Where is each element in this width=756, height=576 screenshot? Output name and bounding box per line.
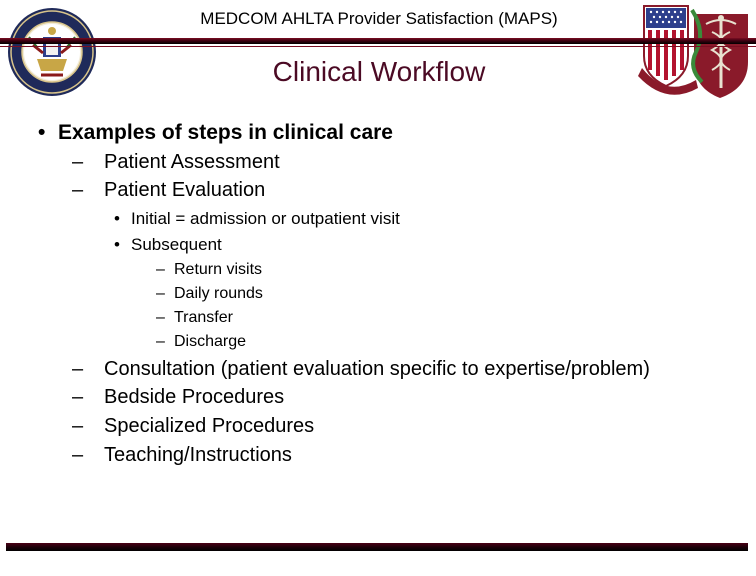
- list-item-text: Transfer: [174, 309, 233, 326]
- dash-mark: –: [156, 261, 165, 278]
- list-item: [156, 309, 233, 327]
- list-item: [156, 261, 262, 279]
- list-item-text: Patient Assessment: [104, 151, 280, 173]
- dash-mark: –: [72, 386, 84, 408]
- list-item-text: Daily rounds: [174, 285, 263, 302]
- bullet-main: [38, 121, 393, 145]
- header-title: MEDCOM AHLTA Provider Satisfaction (MAPS): [200, 9, 558, 28]
- header-rule: [0, 38, 756, 44]
- list-item: [114, 235, 222, 255]
- dash-mark: –: [156, 309, 165, 326]
- list-item-text: Bedside Procedures: [104, 386, 285, 408]
- list-item: [156, 285, 263, 303]
- bullet-mark: •: [38, 121, 46, 144]
- list-item-text: Initial = admission or outpatient visit: [131, 209, 400, 228]
- dash-mark: –: [72, 179, 84, 201]
- footer-rule: [6, 543, 748, 551]
- list-item: [72, 151, 280, 174]
- list-item: [114, 209, 400, 229]
- list-item: [72, 415, 314, 438]
- list-item-text: Patient Evaluation: [104, 179, 266, 201]
- list-item: [72, 386, 284, 409]
- army-seal-icon: [7, 7, 97, 97]
- dash-mark: –: [72, 151, 84, 173]
- list-item-text: Consultation (patient evaluation specific to expertise/problem): [104, 358, 650, 380]
- list-item: [72, 179, 265, 202]
- list-item: [72, 444, 292, 467]
- bullet-mark: •: [114, 209, 120, 228]
- dash-mark: –: [156, 285, 165, 302]
- list-item-text: Subsequent: [131, 235, 222, 254]
- list-item-text: Specialized Procedures: [104, 415, 315, 437]
- dash-mark: –: [156, 333, 165, 350]
- dash-mark: –: [72, 444, 84, 466]
- list-item-text: Teaching/Instructions: [104, 444, 292, 466]
- bullet-mark: •: [114, 235, 120, 254]
- dash-mark: –: [72, 358, 84, 380]
- list-item-text: Discharge: [174, 333, 247, 350]
- slide-title: Clinical Workflow: [272, 56, 486, 87]
- header-rule-accent: [0, 46, 756, 47]
- dash-mark: –: [72, 415, 84, 437]
- list-item: [72, 358, 650, 381]
- list-item-text: Return visits: [174, 261, 263, 278]
- bullet-main-text: Examples of steps in clinical care: [58, 121, 393, 144]
- list-item: [156, 333, 246, 351]
- medical-command-crest-icon: [636, 2, 754, 102]
